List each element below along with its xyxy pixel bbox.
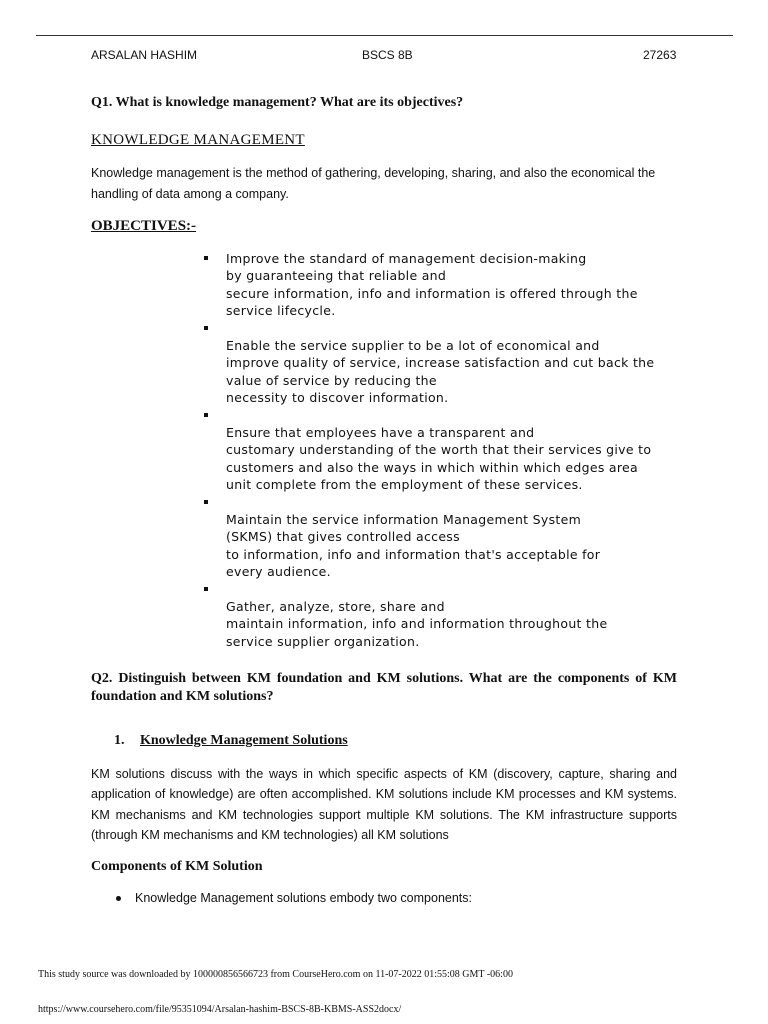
objective-item — [200, 320, 680, 407]
source-url: https://www.coursehero.com/file/95351094/Arsalan-hashim-BSCS-8B-KBMS-ASS2docx/ — [38, 1004, 402, 1015]
objective-text: Enable the service supplier to be a lot of economical and improve quality of service, increase satisfaction and cut back the value of service by reducing the necessity to discover information. — [226, 338, 655, 406]
knowledge-management-definition: Knowledge management is the method of gathering, developing, sharing, and also the economical the handling of data among a company. — [91, 166, 656, 201]
section-heading — [114, 733, 348, 749]
km-solutions-paragraph: KM solutions discuss with the ways in which specific aspects of KM (discovery, capture, sharing and application of knowledge) are often accomplished. KM solutions include KM processes and KM systems. KM mechanisms and KM technologies support multiple KM solutions. The KM infrastructure supports (through KM mechanisms and KM technologies) all KM solutions — [91, 767, 677, 842]
square-bullet-icon — [204, 413, 208, 417]
objective-item — [200, 250, 680, 320]
square-bullet-icon — [204, 256, 208, 260]
knowledge-management-heading: KNOWLEDGE MANAGEMENT — [91, 132, 305, 148]
components-bullet-text: Knowledge Management solutions embody two components: — [135, 891, 473, 905]
square-bullet-icon — [204, 326, 208, 330]
objectives-heading: OBJECTIVES:- — [91, 218, 197, 234]
question-2: Q2. Distinguish between KM foundation and KM solutions. What are the components of KM foundation and KM solutions? — [91, 671, 677, 704]
objective-text: Maintain the service information Management System (SKMS) that gives controlled access to information, info and information that's acceptable for every audience. — [226, 512, 601, 580]
header-student-name: ARSALAN HASHIM — [91, 48, 198, 62]
download-source-note: This study source was downloaded by 100000856566723 from CourseHero.com on 11-07-2022 01:55:08 GMT -06:00 — [38, 969, 513, 980]
objective-item — [200, 494, 680, 581]
section-number: 1. — [114, 733, 125, 748]
objectives-list — [200, 250, 680, 650]
header-student-id: 27263 — [643, 48, 677, 62]
section-title: Knowledge Management Solutions — [140, 733, 348, 748]
square-bullet-icon — [204, 500, 208, 504]
components-heading: Components of KM Solution — [91, 859, 263, 874]
round-bullet-icon — [116, 896, 121, 901]
objective-text: Gather, analyze, store, share and maintain information, info and information throughout the service supplier organization. — [226, 599, 608, 649]
components-bullet — [116, 891, 472, 905]
header-class: BSCS 8B — [362, 48, 413, 62]
header-rule — [36, 35, 733, 36]
objective-item — [200, 581, 680, 651]
question-1: Q1. What is knowledge management? What are its objectives? — [91, 95, 464, 110]
square-bullet-icon — [204, 587, 208, 591]
objective-item — [200, 407, 680, 494]
objective-text: Improve the standard of management decision-making by guaranteeing that reliable and secure information, info and information is offered through the service lifecycle. — [226, 251, 638, 319]
objective-text: Ensure that employees have a transparent and customary understanding of the worth that their services give to customers and also the ways in which within which edges area unit complete from the employment of these services. — [226, 425, 652, 493]
